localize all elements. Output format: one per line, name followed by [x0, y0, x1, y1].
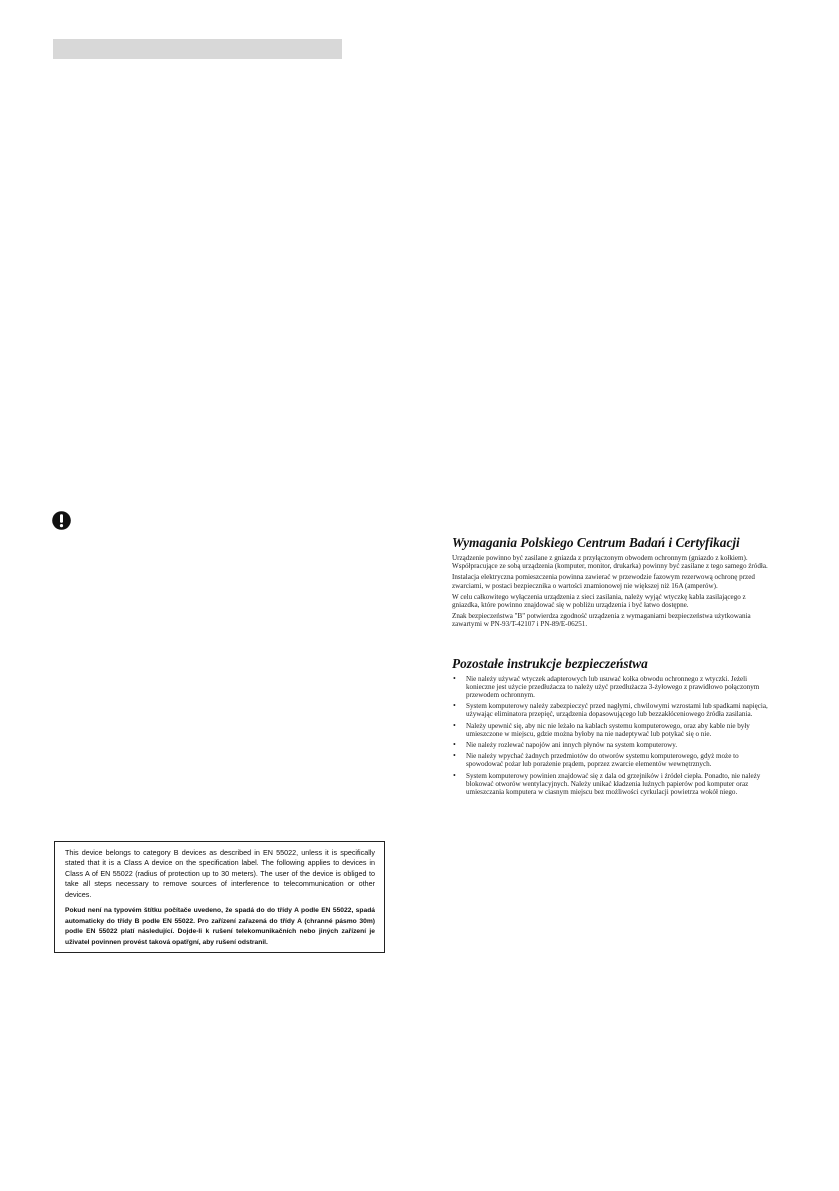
list-item: [452, 675, 770, 700]
list-item-text: Należy upewnić się, aby nic nie leżało na kablach systemu komputerowego, oraz aby kable nie były umieszczone w miejscu, gdzie można byłoby na nie nadeptywać lub potykać się o nie.: [466, 721, 750, 738]
list-item: [452, 722, 770, 738]
paragraph: Urządzenie powinno być zasilane z gniazda z przyłączonym obwodem ochronnym (gniazdo z kołkiem). Współpracujące ze sobą urządzenia (komputer, monitor, drukarka) powinny być zasilane z tego samego źródła.: [452, 554, 768, 571]
list-item-text: Nie należy wpychać żadnych przedmiotów do otworów systemu komputerowego, gdyż może to spowodować pożar lub porażenie prądem, poprzez zwarcie elementów wewnętrznych.: [466, 752, 739, 769]
paragraph: Instalacja elektryczna pomieszczenia powinna zawierać w przewodzie fazowym rezerwową ochronę przed zwarciami, w postaci bezpiecznika o wartości znamionowej nie większej niż 16A (amperów).: [452, 573, 755, 590]
notice-czech-text: Pokud není na typovém štítku počítače uvedeno, že spadá do do třídy A podle EN 55022, spadá automaticky do třídy B podle EN 55022. Pro zařízení zařazená do třídy A (chranné pásmo 30m) podle EN 55022 platí následující. Dojde-li k rušení telekomunikačních nebo jiných zařízení je uživatel povinnen provést taková opatřgní, aby rušení odstranil.: [65, 907, 375, 946]
section-header-bar: [53, 39, 342, 59]
bullet-icon: •: [453, 751, 456, 761]
polish-safety-column: [452, 535, 770, 799]
section-title-pcbc: Wymagania Polskiego Centrum Badań i Certyfikacji: [452, 535, 740, 550]
emc-notice-box: [54, 841, 385, 953]
list-item-text: Nie należy używać wtyczek adapterowych lub usuwać kołka obwodu ochronnego z wtyczki. Jeżeli konieczne jest użycie przedłużacza to należy użyć przedłużacza 3-żyłowego z prawidłowo połączonym przewodem ochronnym.: [466, 674, 760, 700]
list-item-text: System komputerowy należy zabezpieczyć przed nagłymi, chwilowymi wzrostami lub spadkami napięcia, używając eliminatora przepięć, urządzenia dopasowującego lub bezzakłóceniowego źródła zasilania.: [466, 702, 768, 719]
list-item: [452, 702, 770, 718]
list-item: [452, 752, 770, 768]
list-item-text: Nie należy rozlewać napojów ani innych płynów na system komputerowy.: [466, 741, 678, 750]
list-item: [452, 741, 770, 749]
bullet-icon: •: [453, 740, 456, 750]
notice-english-text: This device belongs to category B devices as described in EN 55022, unless it is specifically stated that it is a Class A device on the specification label. The following applies to devices in Class A of EN 55022 (radius of protection up to 30 meters). The user of the device is obliged to take all steps necessary to remove sources of interference to telecommunication or other devices.: [65, 848, 375, 899]
bullet-icon: •: [453, 770, 456, 780]
list-item: [452, 772, 770, 797]
warning-icon: [52, 511, 71, 530]
paragraph: Znak bezpieczeństwa "B" potwierdza zgodność urządzenia z wymaganiami bezpieczeństwa użytkowania zawartymi w PN-93/T-42107 i PN-89/E-06251.: [452, 612, 751, 629]
bullet-icon: •: [453, 720, 456, 730]
bullet-icon: •: [453, 673, 456, 683]
list-item-text: System komputerowy powinien znajdować się z dala od grzejników i źródeł ciepła. Ponadto, nie należy blokować otworów wentylacyjnych. Należy unikać kładzenia luźnych papierów pod komputer oraz umieszczania komputera w ciasnym miejscu bez możliwości cyrkulacji powietrza wokół niego.: [466, 771, 761, 797]
bullet-icon: •: [453, 701, 456, 711]
safety-instructions-list: [452, 675, 770, 797]
paragraph: W celu całkowitego wyłączenia urządzenia z sieci zasilania, należy wyjąć wtyczkę kabla zasilającego z gniazdka, które powinno znajdować się w pobliżu urządzenia i być łatwo dostępne.: [452, 592, 746, 610]
section-title-other-instructions: Pozostałe instrukcje bezpieczeństwa: [452, 655, 648, 671]
